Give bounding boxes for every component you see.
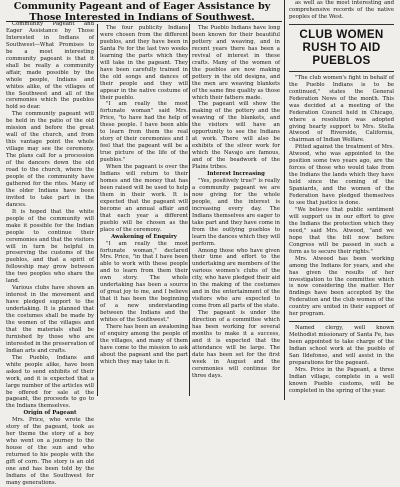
column-3: [192, 25, 280, 398]
col1-paragraph: The community pageant will be held in the patio of the old mission and before the great wall of the church, and from this vantage point the whole village may see the ceremony. The plans call for a procession of the dancers down the old road to the church, where the people of the community have gathered for the rites. Many of the older Indians have been invited to take part in the dances.: [6, 111, 94, 208]
headline-line-2: Those Interested in Indians of Southwest.: [29, 12, 255, 23]
col1-paragraph: The Pueblo, Indians and white people alike, have been asked to send exhibits of their work, and it is expected that a large number of the articles will be offered for sale at the pageant, the proceeds to go to the Indians themselves.: [6, 354, 94, 410]
col3-paragraph: The pageant will show the making of the pottery and the weaving of the blankets, and the visitors will have an opportunity to see the Indians at work. There will also be exhibits of the silver work for which the Navajo are famous, and of the beadwork of the Plains tribes.: [192, 101, 280, 171]
col3-paragraph: Among those who have given their time and effort to the undertaking are members of the various women's clubs of the city, who have pledged their aid in the making of the costumes and in the entertainment of the visitors who are expected to come from all parts of the state.: [192, 247, 280, 310]
col1-paragraph: Various clubs have shown an interest in the movement and have pledged support to the undertaking. It is planned that the costumes shall be made by the women of the villages and that the materials shall be furnished by those who are interested in the preservation of Indian arts and crafts.: [6, 285, 94, 354]
club-headline-line-3: PUEBLOS: [312, 53, 371, 67]
subheading-awakening-of-enquiry: Awakening of Enquiry: [111, 233, 177, 240]
column-1: [6, 21, 94, 486]
subheading-origin-of-pageant: Origin of Pageant: [23, 410, 77, 417]
col4-paragraph: "The club women's fight in behalf of the Pueblo Indians is to be continued," states the General Federation News of the month. This was decided at a meeting of the Federation Council held in Chicago, where a resolution was adopted giving hearty support to Mrs. Stella Atwood of Riverside, California, chairman of Indian Welfare.: [289, 74, 394, 144]
column-2: [100, 25, 188, 398]
col4-paragraph: Pitted against the treatment of Mrs. Atwood, who was appointed to the position some two years ago, are the forces of those who would take from the Indians the lands which they have held since the coming of the Spaniards, and the women of the Federation have pledged themselves to see that justice is done.: [289, 144, 394, 207]
column-rule: [97, 24, 98, 396]
headline-rule: [6, 21, 282, 22]
column-divider: [289, 71, 394, 72]
column-4: [289, 0, 394, 398]
column-divider: [289, 24, 394, 25]
col2-paragraph: There has been an awakening of enquiry among the people of the villages, and many of them have come to the mission to ask about the pageant and the part which they may take in it.: [100, 323, 188, 365]
col2-paragraph: "I am really the most fortunate woman" said Mrs. Price, "to have had the help of these people. I have been able to learn from them the real story of their ceremonies and I feel that the pageant will be a true picture of the life of the pueblos.": [100, 101, 188, 164]
col2-paragraph: The four publicity Indians were chosen from the different pueblos, and they have been in Santa Fe for the last two weeks learning the parts which they will take in the pageant. They have been carefully trained in the old songs and dances of their people and they will appear in the native costume of their pueblo.: [100, 25, 188, 101]
club-headline-line-1: CLUB WOMEN: [299, 27, 384, 41]
col4-paragraph: Mrs. Atwood has been working among the Indians for years, and she has given the results of her investigation to the committee which is now considering the matter. Her findings have been accepted by the Federation and the club women of the country are united in their support of her program.: [289, 255, 394, 318]
col2-paragraph: "I am really the most fortunate woman," declared Mrs. Price, "in that I have been able to work with these people and to learn from them their own story. The whole undertaking has been a source of great joy to me, and I believe that it has been the beginning of a new understanding between the Indians and the whites of the Southwest.": [100, 240, 188, 324]
column-rule: [284, 0, 285, 400]
col2-paragraph: When the pageant is over the Indians will return to their homes and the money that has been raised will be used to help them in their work. It is expected that the pageant will become an annual affair and that each year a different pueblo will be chosen as the place of the ceremony.: [100, 164, 188, 233]
headline-line-1: Community Pageant and of Eager Assistance by: [13, 1, 271, 12]
col4-paragraph: "We believe that public sentiment will support us in our effort to give the Indians the protection which they need," said Mrs. Atwood, "and we hope that the bill now before Congress will be passed in such a form as to secure their rights.": [289, 206, 394, 255]
col4-bottom-paragraph: Mrs. Price in the Pageant, a three Indian village, complete in a well known Pueblo customs, will be completed in the spring of the year.: [289, 366, 394, 394]
col1-paragraph: Community Pageant and Eager Assistance by Those Interested in Indians of Southwest—What Promises to be a most interesting community pageant is that it shall be really a community affair, made possible by the whole people, Indians and whites alike, of the villages of the Southwest and all of the ceremonies which the pueblos hold so dear.: [6, 21, 94, 111]
col4-bottom-paragraph: Named clergy, well known Methodist missionary of Santa Fe, has been appointed to take charge of the Indian school work at the pueblo of San Ildefonso, and will assist in the preparations for the pageant.: [289, 325, 394, 366]
column-rule: [189, 24, 190, 396]
subheading-interest-increasing: Interest Increasing: [207, 171, 265, 178]
col4-top-paragraph: as well as the most interesting and comprehensive records of the native peoples of the West.: [289, 0, 394, 20]
col3-paragraph: The Pueblo Indians have long been known for their beautiful pottery and weaving, and in recent years there has been a revival of interest in these crafts. Many of the women of the pueblos are now making pottery in the old designs, and the men are weaving blankets of the same fine quality as those which their fathers made.: [192, 25, 280, 101]
club-women-headline: [289, 28, 394, 67]
headline: [8, 1, 276, 23]
col3-paragraph: "Yes, positively true!" is really a community pageant we are now giving for the whole people, and the interest is increasing every day. The Indians themselves are eager to take part and they have come in from the outlying pueblos to learn the dances which they will perform.: [192, 177, 280, 247]
col1-paragraph: It is hoped that the white people of the community will make it possible for the Indian people to continue their ceremonies and that the visitors will in turn be helpful in preserving the customs of the pueblos, and that a spirit of fellowship may grow between the two peoples who share the land.: [6, 208, 94, 285]
column-divider: [289, 321, 394, 322]
col1-paragraph: Mrs. Price, who wrote the story of the pageant, took as her theme the story of a boy who went on a journey to the house of the sun and who returned to his people with the gift of corn. The story is an old one and has been told by the Indians of the Southwest for many generations.: [6, 417, 94, 486]
col3-paragraph: The pageant is under the direction of a committee which has been working for several months to make it a success, and it is expected that the attendance will be large. The date has been set for the first week in August and the ceremonies will continue for three days.: [192, 310, 280, 379]
club-headline-line-2: RUSH TO AID: [302, 40, 381, 54]
